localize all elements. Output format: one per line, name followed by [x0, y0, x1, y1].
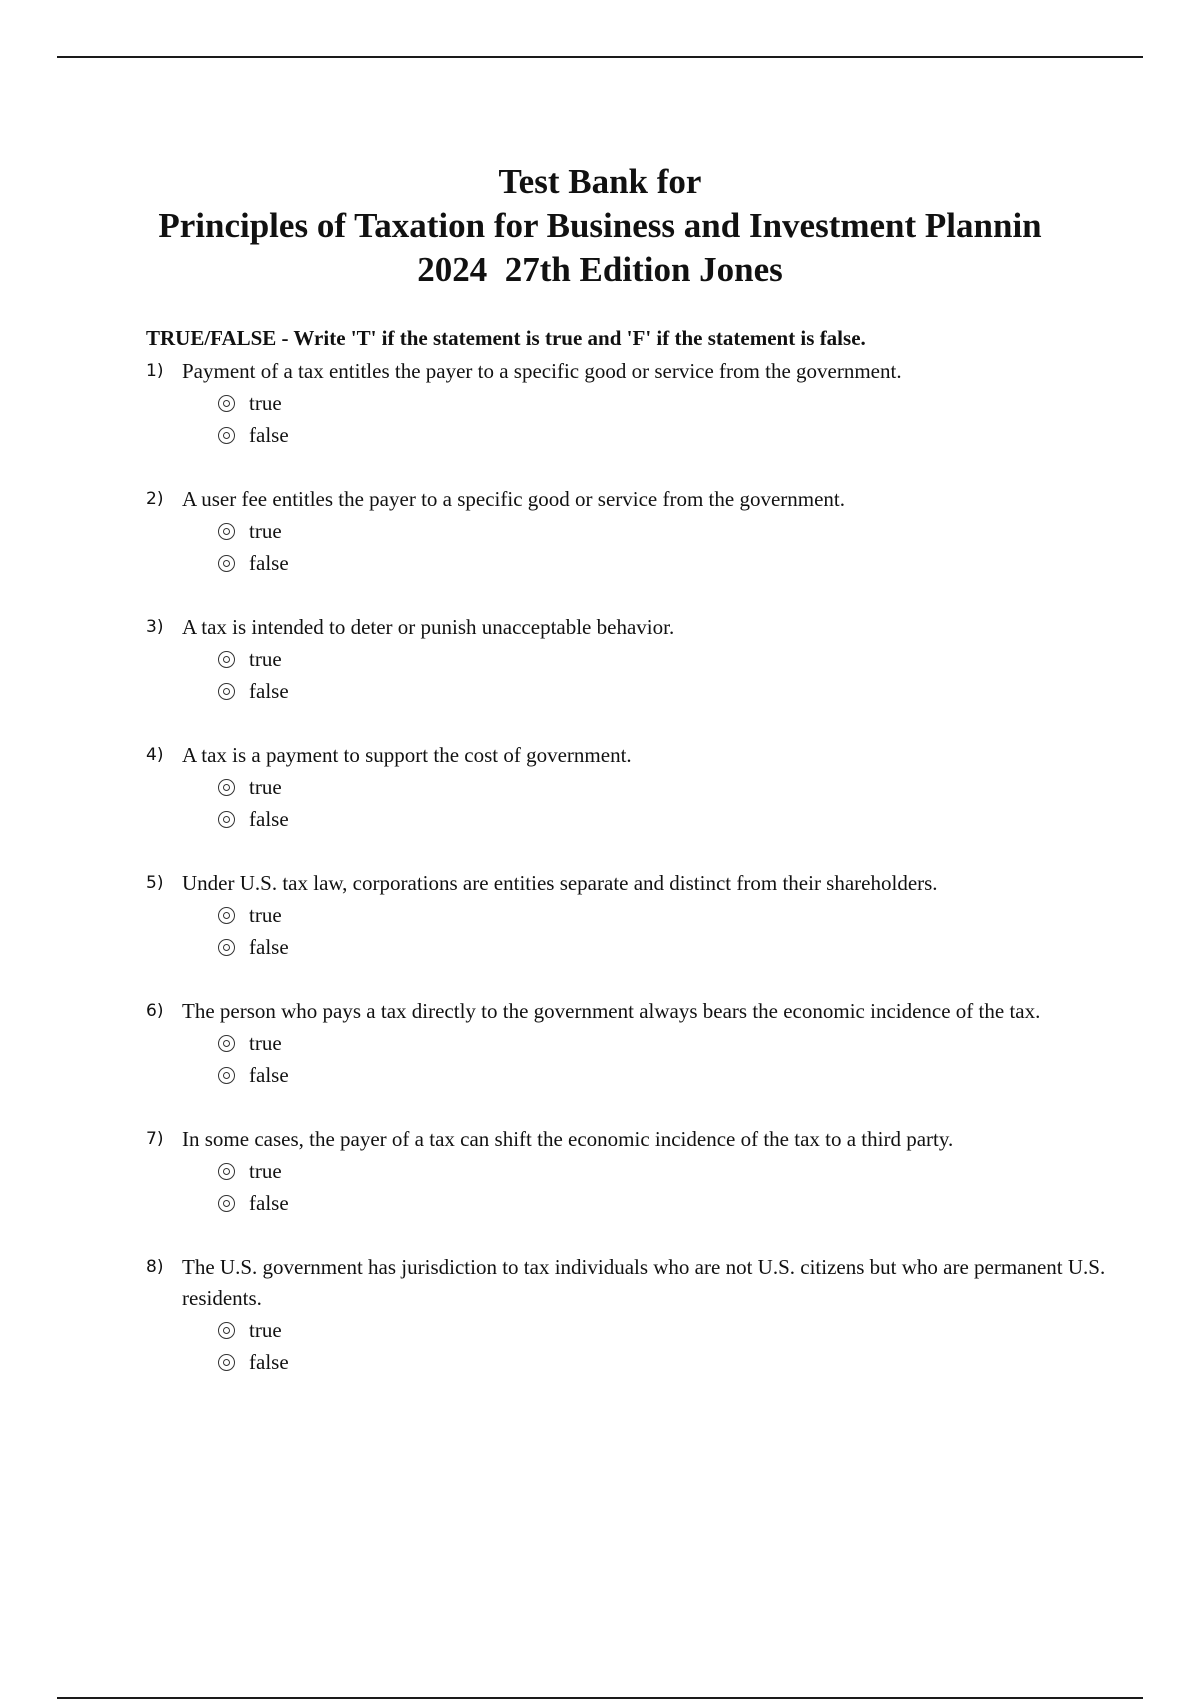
option-false[interactable] — [218, 419, 1106, 451]
option-false[interactable] — [218, 547, 1106, 579]
radio-icon[interactable] — [218, 1163, 235, 1180]
question-text: Payment of a tax entitles the payer to a specific good or service from the government. — [182, 359, 902, 383]
option-true[interactable] — [218, 1314, 1106, 1346]
question-list — [146, 356, 1106, 1411]
option-label: true — [249, 518, 282, 543]
question-text: The person who pays a tax directly to the government always bears the economic incidence of the tax. — [182, 999, 1041, 1023]
option-label: false — [249, 1349, 289, 1374]
option-label: false — [249, 678, 289, 703]
radio-icon[interactable] — [218, 1067, 235, 1084]
option-label: true — [249, 1030, 282, 1055]
radio-icon[interactable] — [218, 811, 235, 828]
radio-icon[interactable] — [218, 1322, 235, 1339]
radio-icon[interactable] — [218, 779, 235, 796]
question-number: 3) — [146, 617, 164, 637]
radio-icon[interactable] — [218, 939, 235, 956]
bottom-rule — [57, 1697, 1143, 1699]
option-false[interactable] — [218, 803, 1106, 835]
question-text: A user fee entitles the payer to a specific good or service from the government. — [182, 487, 846, 511]
question-6 — [146, 996, 1106, 1091]
option-label: false — [249, 1062, 289, 1087]
title-line-3: 2024 27th Edition Jones — [417, 250, 783, 289]
option-label: true — [249, 902, 282, 927]
radio-icon[interactable] — [218, 555, 235, 572]
question-text: A tax is a payment to support the cost of government. — [182, 743, 632, 767]
radio-icon[interactable] — [218, 1354, 235, 1371]
option-true[interactable] — [218, 643, 1106, 675]
question-2 — [146, 484, 1106, 579]
radio-icon[interactable] — [218, 651, 235, 668]
option-label: true — [249, 774, 282, 799]
section-instructions: TRUE/FALSE - Write 'T' if the statement is true and 'F' if the statement is false. — [146, 326, 866, 350]
question-number: 6) — [146, 1001, 164, 1021]
radio-icon[interactable] — [218, 1035, 235, 1052]
option-false[interactable] — [218, 1187, 1106, 1219]
title-line-2: Principles of Taxation for Business and Investment Plannin — [158, 206, 1042, 245]
option-label: true — [249, 646, 282, 671]
radio-icon[interactable] — [218, 907, 235, 924]
question-number: 1) — [146, 361, 164, 381]
option-label: true — [249, 1317, 282, 1342]
question-number: 4) — [146, 745, 164, 765]
option-label: false — [249, 806, 289, 831]
option-label: false — [249, 1190, 289, 1215]
question-text: The U.S. government has jurisdiction to tax individuals who are not U.S. citizens but who are permanent U.S. residents. — [182, 1255, 1106, 1310]
question-text: Under U.S. tax law, corporations are entities separate and distinct from their shareholders. — [182, 871, 938, 895]
option-false[interactable] — [218, 1346, 1106, 1378]
question-text: In some cases, the payer of a tax can shift the economic incidence of the tax to a third party. — [182, 1127, 954, 1151]
question-number: 7) — [146, 1129, 164, 1149]
option-label: true — [249, 390, 282, 415]
option-false[interactable] — [218, 1059, 1106, 1091]
option-false[interactable] — [218, 675, 1106, 707]
title-line-1: Test Bank for — [498, 162, 702, 201]
radio-icon[interactable] — [218, 427, 235, 444]
option-true[interactable] — [218, 1027, 1106, 1059]
question-number: 5) — [146, 873, 164, 893]
question-4 — [146, 740, 1106, 835]
question-3 — [146, 612, 1106, 707]
option-label: false — [249, 422, 289, 447]
option-true[interactable] — [218, 899, 1106, 931]
document-title — [0, 160, 1200, 292]
radio-icon[interactable] — [218, 1195, 235, 1212]
option-true[interactable] — [218, 771, 1106, 803]
question-number: 2) — [146, 489, 164, 509]
option-label: false — [249, 934, 289, 959]
question-1 — [146, 356, 1106, 451]
question-text: A tax is intended to deter or punish unacceptable behavior. — [182, 615, 675, 639]
radio-icon[interactable] — [218, 683, 235, 700]
option-true[interactable] — [218, 387, 1106, 419]
question-number: 8) — [146, 1257, 164, 1277]
option-true[interactable] — [218, 515, 1106, 547]
question-7 — [146, 1124, 1106, 1219]
option-false[interactable] — [218, 931, 1106, 963]
option-label: true — [249, 1158, 282, 1183]
radio-icon[interactable] — [218, 523, 235, 540]
radio-icon[interactable] — [218, 395, 235, 412]
question-5 — [146, 868, 1106, 963]
option-label: false — [249, 550, 289, 575]
top-rule — [57, 56, 1143, 58]
option-true[interactable] — [218, 1155, 1106, 1187]
question-8 — [146, 1252, 1106, 1378]
